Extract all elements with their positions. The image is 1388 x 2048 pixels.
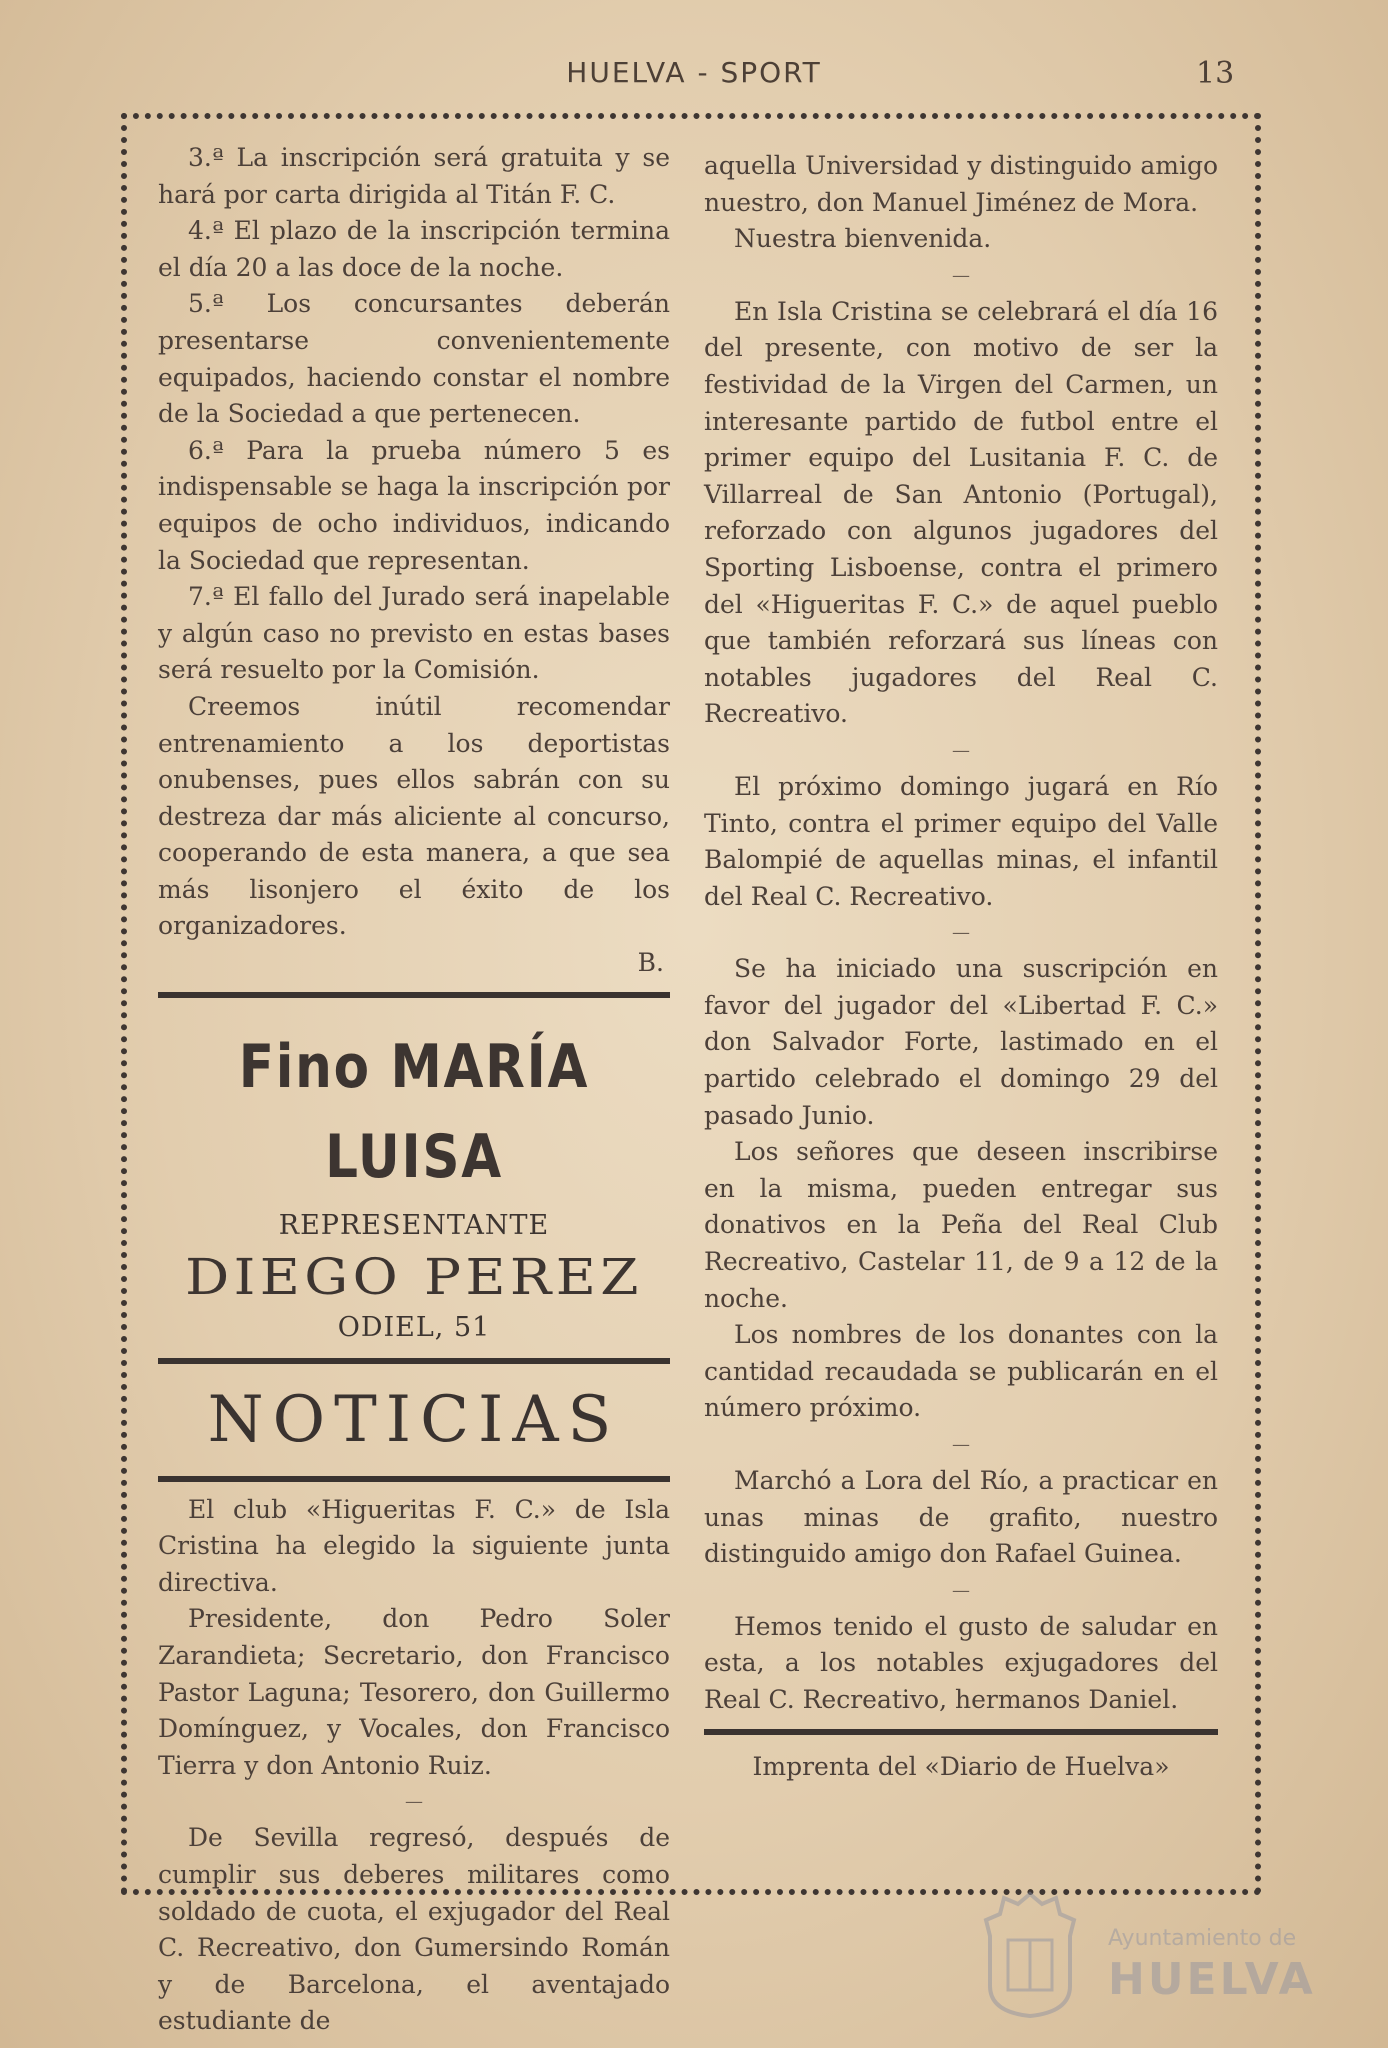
news-daniel-brothers: Hemos tenido el gusto de saludar en esta, a los notables exjugadores del Real C. Recreativo, hermanos Daniel. [704,1611,1218,1714]
article-signature: B. [637,948,664,978]
rule-paragraph-3: 3.ª La inscripción será gratuita y se hará por carta dirigida al Titán F. C. [158,143,670,209]
page-header-title: HUELVA - SPORT [566,56,822,89]
watermark-line2: HUELVA [1108,1954,1316,2005]
news-lora-del-rio: Marchó a Lora del Río, a practicar en unas minas de grafito, nuestro distinguido amigo don Rafael Guinea. [704,1466,1218,1569]
left-column [158,140,670,2040]
closing-paragraph: Creemos inútil recomendar entrenamiento a los deportistas onubenses, pues ellos sabrán con su destreza dar más aliciente al concurso, cooperando de esta manera, a que sea más lisonjero el éxito de los organizadores. [158,691,670,941]
news-separator: — [952,264,970,286]
ad-role: REPRESENTANTE [278,1209,550,1241]
ad-brand: Fino MARÍA LUISA [238,1031,590,1192]
right-column [704,148,1218,1785]
news-higueritas-members: Presidente, don Pedro Soler Zarandieta; Secretario, don Francisco Pastor Laguna; Tesorero, don Guillermo Domínguez, y Vocales, don Francisco Tierra y don Antonio Ruiz. [158,1604,670,1780]
news-welcome: Nuestra bienvenida. [734,224,992,254]
printer-imprint: Imprenta del «Diario de Huelva» [752,1751,1170,1781]
coat-of-arms-icon [980,1890,1080,2020]
ad-bottom-rule [158,1358,670,1364]
advertisement-block [158,1022,670,1348]
news-higueritas-junta: El club «Higueritas F. C.» de Isla Cristina ha elegido la siguiente junta directiva. [158,1494,670,1597]
news-separator: — [952,739,970,761]
rule-paragraph-7: 7.ª El fallo del Jurado será inapelable y algún caso no previsto en estas bases será resuelto por la Comisión. [158,582,670,685]
news-separator: — [952,1434,970,1455]
rule-paragraph-5: 5.ª Los concursantes deberán presentarse convenientemente equipados, haciendo constar el nombre de la Sociedad a que pertenecen. [158,289,670,429]
ad-name: DIEGO PEREZ [185,1247,643,1306]
ad-top-rule [158,992,670,998]
news-sevilla-continued: aquella Universidad y distinguido amigo nuestro, don Manuel Jiménez de Mora. [704,151,1218,217]
footer-rule [704,1729,1218,1735]
page-number: 13 [1196,56,1235,91]
news-separator: — [405,1791,423,1813]
section-title-rule [158,1476,670,1482]
news-rio-tinto-match: El próximo domingo jugará en Río Tinto, contra el primer equipo del Valle Balompié de aquellas minas, el infantil del Real C. Recreativo. [704,771,1218,911]
rule-paragraph-6: 6.ª Para la prueba número 5 es indispensable se haga la inscripción por equipos de ocho individuos, indicando la Sociedad que representan. [158,435,670,575]
watermark-line1: Ayuntamiento de [1108,1926,1297,1951]
news-separator: — [952,922,970,944]
news-subscription-names: Los nombres de los donantes con la cantidad recaudada se publicarán en el número próximo. [704,1320,1218,1423]
ad-address: ODIEL, 51 [337,1311,491,1343]
news-separator: — [952,1579,970,1601]
news-sevilla-return: De Sevilla regresó, después de cumplir sus deberes militares como soldado de cuota, el exjugador del Real C. Recreativo, don Gumersindo Román y de Barcelona, el aventajado estudiante de [158,1823,670,2036]
section-title: NOTICIAS [207,1382,621,1457]
news-isla-cristina-match: En Isla Cristina se celebrará el día 16 del presente, con motivo de ser la festividad de la Virgen del Carmen, un interesante partido de futbol entre el primer equipo del Lusitania F. C. de Villarreal de San Antonio (Portugal), reforzado con algunos jugadores del Sporting Lisboense, contra el primero del «Higueritas F. C.» de aquel pueblo que también reforzará sus líneas con notables jugadores del Real C. Recreativo. [704,296,1218,729]
news-subscription-donations: Los señores que deseen inscribirse en la misma, pueden entregar sus donativos en la Peña del Real Club Recreativo, Castelar 11, de 9 a 12 de la noche. [704,1137,1218,1313]
news-subscription: Se ha iniciado una suscripción en favor del jugador del «Libertad F. C.» don Salvador Forte, lastimado en el partido celebrado el domingo 29 del pasado Junio. [704,954,1218,1130]
archive-watermark [980,1890,1320,2040]
rule-paragraph-4: 4.ª El plazo de la inscripción termina el día 20 a las doce de la noche. [158,216,670,282]
